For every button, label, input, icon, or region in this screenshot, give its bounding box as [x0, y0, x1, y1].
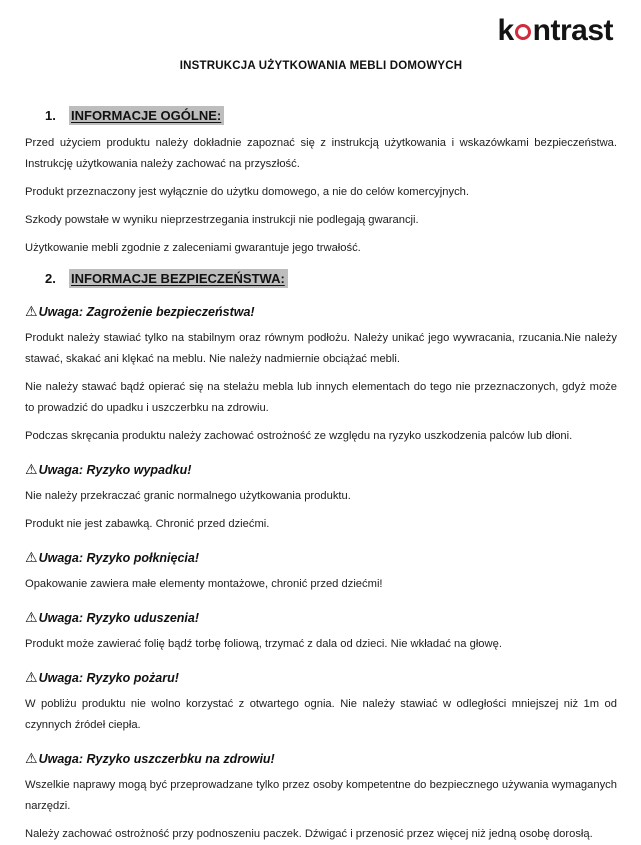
logo-text-ntrast: ntrast [532, 14, 613, 47]
warning-label: Uwaga: Ryzyko pożaru! [38, 671, 179, 685]
warning-triangle-icon: ⚠ [25, 610, 38, 626]
warning-label: Uwaga: Ryzyko połknięcia! [38, 551, 200, 565]
logo-o-ring-icon [515, 24, 531, 40]
paragraph: Należy zachować ostrożność przy podnoszeniu paczek. Dźwigać i przenosić przez więcej niż jedną osobę dorosłą. [25, 828, 593, 840]
warning-triangle-icon: ⚠ [25, 462, 38, 478]
warning-label: Uwaga: Zagrożenie bezpieczeństwa! [38, 305, 255, 319]
paragraph: Szkody powstałe w wyniku nieprzestrzegania instrukcji nie podlegają gwarancji. [25, 214, 419, 226]
section-1-number: 1. [45, 108, 56, 123]
paragraph: Przed użyciem produktu należy dokładnie zapoznać się z instrukcją użytkowania i wskazówkami bezpieczeństwa. Instrukcję użytkowania należy zachować na przyszłość. [25, 137, 617, 170]
section-2-heading [45, 269, 617, 289]
document-title: INSTRUKCJA UŻYTKOWANIA MEBLI DOMOWYCH [179, 60, 463, 72]
warning-heading [25, 461, 617, 479]
logo-text-k: k [497, 14, 514, 47]
paragraph: Produkt należy stawiać tylko na stabilnym oraz równym podłożu. Należy unikać jego wywracania, rzucania.Nie należy stawać, skakać ani klękać na meblu. Nie należy nadmiernie obciążać mebli. [25, 332, 617, 365]
warning-label: Uwaga: Ryzyko uduszenia! [38, 611, 200, 625]
warning-heading [25, 303, 617, 321]
section-1-heading [45, 106, 617, 126]
paragraph: Nie należy stawać bądź opierać się na stelażu mebla lub innych elementach do tego nie przeznaczonych, gdyż może to prowadzić do upadku i uszczerbku na zdrowiu. [25, 381, 617, 414]
section-2-number: 2. [45, 271, 56, 286]
warning-label: Uwaga: Ryzyko uszczerbku na zdrowiu! [38, 752, 275, 766]
paragraph: Produkt przeznaczony jest wyłącznie do użytku domowego, a nie do celów komercyjnych. [25, 186, 469, 198]
paragraph: Użytkowanie mebli zgodnie z zaleceniami gwarantuje jego trwałość. [25, 242, 361, 254]
warning-triangle-icon: ⚠ [25, 304, 38, 320]
section-2-heading-text: INFORMACJE BEZPIECZEŃSTWA: [69, 269, 288, 288]
paragraph: Opakowanie zawiera małe elementy montażowe, chronić przed dziećmi! [25, 578, 383, 590]
paragraph: Nie należy przekraczać granic normalnego użytkowania produktu. [25, 490, 351, 502]
paragraph: Wszelkie naprawy mogą być przeprowadzane tylko przez osoby kompetentne do bezpiecznego używania wymaganych narzędzi. [25, 779, 617, 812]
warning-triangle-icon: ⚠ [25, 670, 38, 686]
warning-heading [25, 669, 617, 687]
warning-heading [25, 750, 617, 768]
warning-triangle-icon: ⚠ [25, 751, 38, 767]
section-1-heading-text: INFORMACJE OGÓLNE: [69, 106, 224, 125]
warning-triangle-icon: ⚠ [25, 550, 38, 566]
warning-heading [25, 549, 617, 567]
paragraph: Produkt nie jest zabawką. Chronić przed dziećmi. [25, 518, 270, 530]
warning-label: Uwaga: Ryzyko wypadku! [38, 463, 192, 477]
warning-heading [25, 609, 617, 627]
paragraph: Podczas skręcania produktu należy zachować ostrożność ze względu na ryzyko uszkodzenia palców lub dłoni. [25, 430, 573, 442]
paragraph: W pobliżu produktu nie wolno korzystać z otwartego ognia. Nie należy stawiać w odległości mniejszej niż 1m od czynnych źródeł ciepła. [25, 698, 617, 731]
kontrast-logo [25, 14, 617, 50]
paragraph: Produkt może zawierać folię bądź torbę foliową, trzymać z dala od dzieci. Nie wkładać na głowę. [25, 638, 502, 650]
